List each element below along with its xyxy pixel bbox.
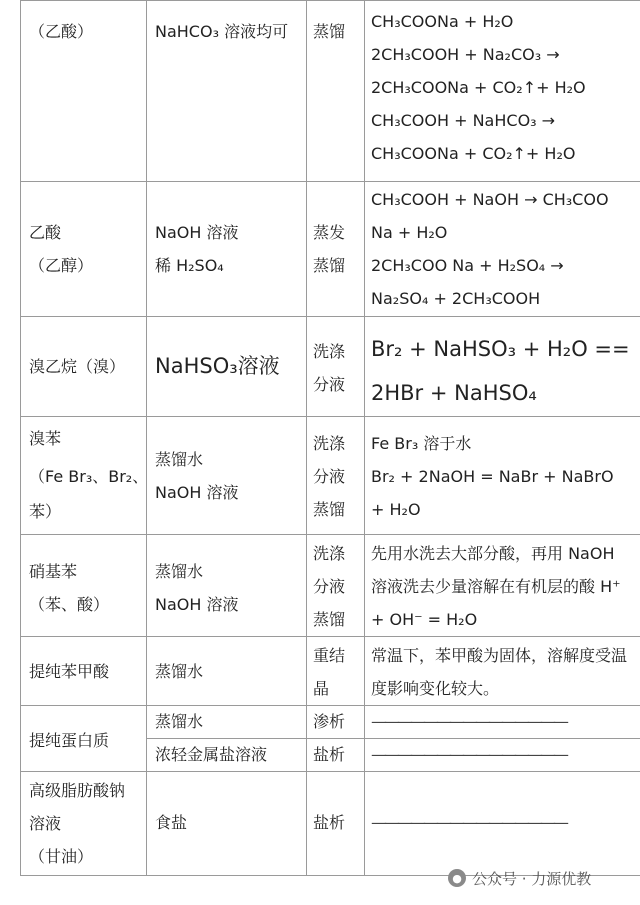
watermark <box>448 866 591 890</box>
method-cell <box>307 1 365 182</box>
equation-cell <box>365 535 640 637</box>
table-row <box>21 706 640 739</box>
equation-cell <box>365 317 640 417</box>
method-line: 蒸发 <box>313 223 346 242</box>
reagent-line: 蒸馏水 <box>155 662 204 681</box>
separation-table <box>20 0 640 876</box>
equation-line: Na₂SO₄ + 2CH₃COOH <box>371 289 541 308</box>
equation-cell <box>365 182 640 317</box>
reagent-line: 稀 H₂SO₄ <box>155 256 224 275</box>
table-row <box>21 417 640 535</box>
watermark-text: 公众号 · 力源优教 <box>472 869 592 888</box>
substance-cell <box>21 1 147 182</box>
substance-line: 提纯苯甲酸 <box>29 662 110 681</box>
equation-line: CH₃COONa + CO₂↑+ H₂O <box>371 144 576 163</box>
equation-line: CH₃COONa + H₂O <box>371 12 514 31</box>
substance-line: 硝基苯 <box>29 562 78 581</box>
substance-line: 苯） <box>29 502 62 521</box>
substance-line: 高级脂肪酸钠 <box>29 781 126 800</box>
equation-line: 2CH₃COOH + Na₂CO₃ → <box>371 45 560 64</box>
substance-line: （乙酸） <box>29 22 94 41</box>
equation-line: CH₃COOH + NaOH → CH₃COO <box>371 190 609 209</box>
table-row <box>21 637 640 706</box>
method-cell <box>307 535 365 637</box>
table-row <box>21 317 640 417</box>
reagent-line: NaOH 溶液 <box>155 595 239 614</box>
equation-line: 2HBr + NaHSO₄ <box>371 381 537 405</box>
equation-line: 溶液洗去少量溶解在有机层的酸 H⁺ <box>371 577 621 596</box>
reagent-cell <box>147 535 307 637</box>
method-line: 蒸馏 <box>313 610 346 629</box>
equation-line: Na + H₂O <box>371 223 448 242</box>
reagent-line: 浓轻金属盐溶液 <box>155 745 268 764</box>
method-line: 蒸馏 <box>313 256 346 275</box>
reagent-cell <box>147 706 307 739</box>
substance-cell <box>21 182 147 317</box>
equation-line: 度影响变化较大。 <box>371 679 500 698</box>
substance-cell <box>21 417 147 535</box>
reagent-line: 蒸馏水 <box>155 562 204 581</box>
reagent-line: NaOH 溶液 <box>155 483 239 502</box>
method-line: 重结 <box>313 646 346 665</box>
reagent-line: NaHCO₃ 溶液均可 <box>155 22 289 41</box>
substance-cell <box>21 317 147 417</box>
substance-line: 乙酸 <box>29 223 62 242</box>
method-cell <box>307 637 365 706</box>
reagent-cell <box>147 739 307 772</box>
reagent-cell <box>147 317 307 417</box>
reagent-line: 蒸馏水 <box>155 450 204 469</box>
substance-cell <box>21 772 147 876</box>
method-line: 蒸馏 <box>313 500 346 519</box>
reagent-cell <box>147 772 307 876</box>
table-row <box>21 1 640 182</box>
method-cell <box>307 739 365 772</box>
blank-line: ——————————————— <box>371 712 566 731</box>
equation-line: + OH⁻ = H₂O <box>371 610 478 629</box>
reagent-cell <box>147 1 307 182</box>
method-line: 盐析 <box>313 813 346 832</box>
method-cell <box>307 417 365 535</box>
equation-line: + H₂O <box>371 500 421 519</box>
table-row <box>21 535 640 637</box>
substance-line: （乙醇） <box>29 256 94 275</box>
equation-cell <box>365 637 640 706</box>
substance-cell <box>21 637 147 706</box>
method-cell <box>307 772 365 876</box>
method-line: 洗涤 <box>313 342 346 361</box>
method-line: 晶 <box>313 679 330 698</box>
reagent-line: NaOH 溶液 <box>155 223 239 242</box>
substance-line: 溶液 <box>29 814 62 833</box>
equation-line: 常温下，苯甲酸为固体，溶解度受温 <box>371 646 628 665</box>
equation-line: Fe Br₃ 溶于水 <box>371 434 472 453</box>
method-line: 洗涤 <box>313 544 346 563</box>
substance-line: 溴苯 <box>29 429 62 448</box>
equation-cell <box>365 706 640 739</box>
blank-line: ——————————————— <box>371 745 566 764</box>
equation-cell <box>365 739 640 772</box>
equation-cell <box>365 417 640 535</box>
substance-cell <box>21 706 147 772</box>
reagent-cell <box>147 417 307 535</box>
reagent-line: 蒸馏水 <box>155 712 204 731</box>
equation-line: 2CH₃COO Na + H₂SO₄ → <box>371 256 564 275</box>
method-line: 渗析 <box>313 712 346 731</box>
wechat-icon: ● <box>448 869 466 887</box>
method-line: 洗涤 <box>313 434 346 453</box>
table-row <box>21 182 640 317</box>
equation-line: 2CH₃COONa + CO₂↑+ H₂O <box>371 78 586 97</box>
method-cell <box>307 317 365 417</box>
equation-cell <box>365 1 640 182</box>
blank-line: ——————————————— <box>371 813 566 832</box>
equation-line: Br₂ + 2NaOH = NaBr + NaBrO <box>371 467 614 486</box>
method-line: 分液 <box>313 467 346 486</box>
reagent-cell <box>147 637 307 706</box>
equation-cell <box>365 772 640 876</box>
table-row <box>21 772 640 876</box>
reagent-cell <box>147 182 307 317</box>
substance-line: （Fe Br₃、Br₂、 <box>29 467 149 486</box>
method-cell <box>307 182 365 317</box>
method-line: 蒸馏 <box>313 22 346 41</box>
method-line: 分液 <box>313 375 346 394</box>
substance-line: 溴乙烷（溴） <box>29 357 126 376</box>
method-line: 盐析 <box>313 745 346 764</box>
substance-line: （苯、酸） <box>29 595 110 614</box>
substance-cell <box>21 535 147 637</box>
substance-line: （甘油） <box>29 847 94 866</box>
equation-line: CH₃COOH + NaHCO₃ → <box>371 111 556 130</box>
reagent-line: NaHSO₃溶液 <box>155 354 280 378</box>
substance-line: 提纯蛋白质 <box>29 731 110 750</box>
equation-line: Br₂ + NaHSO₃ + H₂O == <box>371 337 630 361</box>
method-line: 分液 <box>313 577 346 596</box>
equation-line: 先用水洗去大部分酸，再用 NaOH <box>371 544 615 563</box>
reagent-line: 食盐 <box>155 813 188 832</box>
method-cell <box>307 706 365 739</box>
